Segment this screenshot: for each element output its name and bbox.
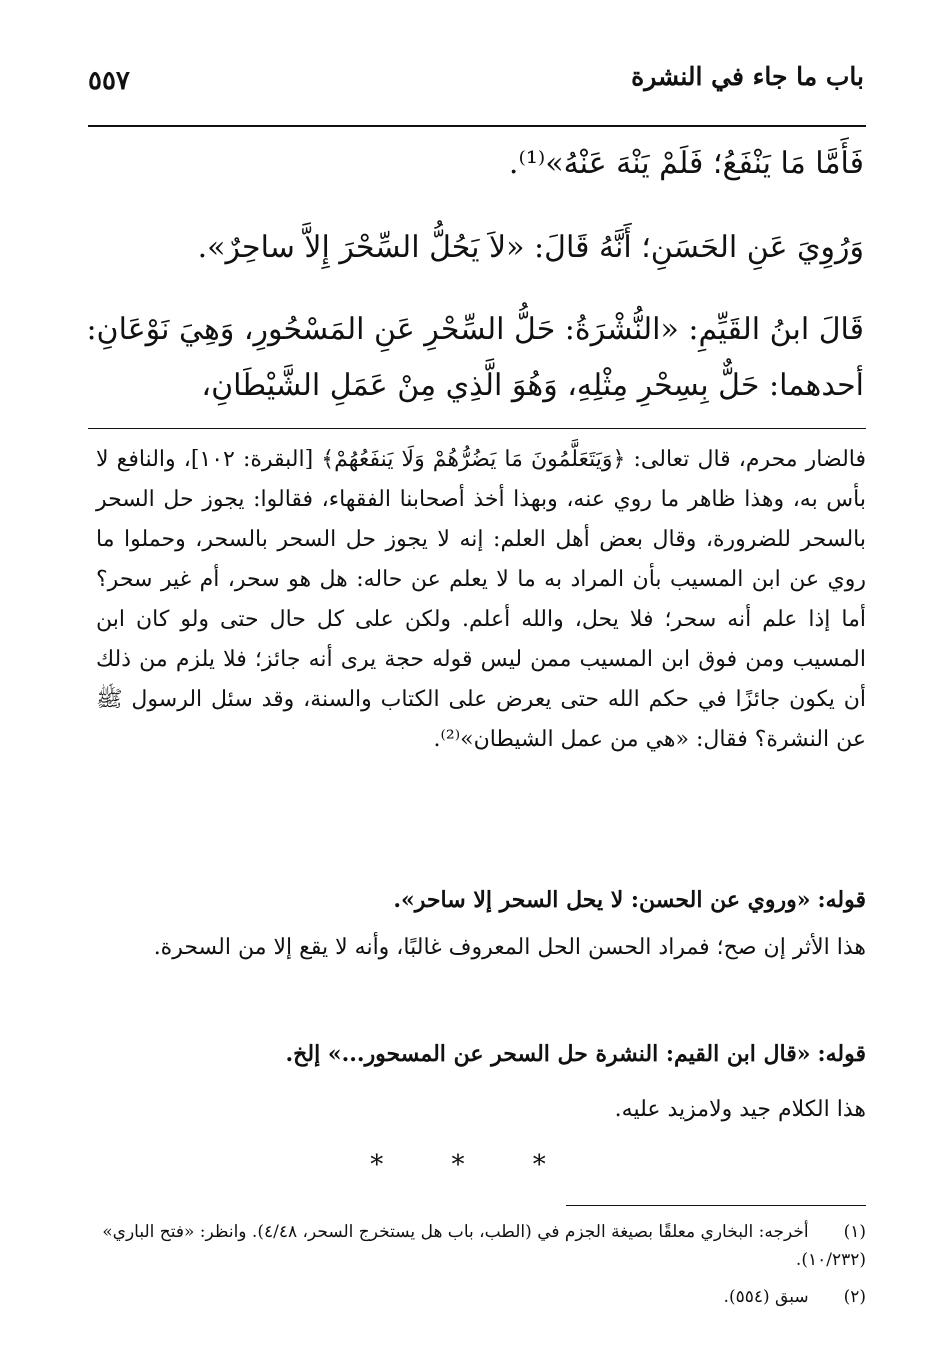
qawl-quote: «قال ابن القيم: النشرة حل السحر عن المسحور...» إلخ.	[285, 1041, 811, 1067]
qawl-label: قوله:	[817, 887, 866, 913]
matn-line-3: قَالَ ابنُ القَيِّمِ: «النُّشْرَةُ: حَلُّ السِّحْرِ عَنِ المَسْحُورِ، وَهِيَ نَوْعَانِ: أحدهما: حَلٌّ بِسِحْرِ مِثْلِهِ، وَهُوَ الَّذِي مِنْ عَمَلِ الشَّيْطَانِ،	[86, 312, 864, 403]
matn-line-1: فَأَمَّا مَا يَنْفَعُ؛ فَلَمْ يَنْهَ عَنْهُ»⁽¹⁾.	[508, 146, 864, 181]
footnote-text: سبق (٥٥٤).	[723, 1287, 809, 1307]
header-divider	[88, 125, 866, 127]
sharh-paragraph-2: هذا الأثر إن صح؛ فمراد الحسن الحل المعروف غالبًا، وأنه لا يقع إلا من السحرة.	[153, 935, 866, 960]
page-number: ٥٥٧	[88, 66, 130, 96]
matn-line-2: وَرُوِيَ عَنِ الحَسَنِ؛ أَنَّهُ قَالَ: «لاَ يَحُلُّ السِّحْرَ إِلاَّ ساحِرٌ».	[197, 230, 864, 265]
qawl-label: قوله:	[817, 1041, 866, 1067]
qawl-quote: «وروي عن الحسن: لا يحل السحر إلا ساحر».	[393, 887, 811, 913]
footnote-divider	[566, 1205, 866, 1206]
qawl-hasan	[96, 880, 866, 921]
matn-sharh-divider	[88, 428, 866, 429]
qawl-ibn-qayyim	[96, 1034, 866, 1075]
footnote-1	[96, 1218, 866, 1274]
footnote-number: (١)	[843, 1222, 866, 1242]
footnote-2	[96, 1283, 866, 1311]
footnote-number: (٢)	[843, 1287, 866, 1307]
chapter-title: باب ما جاء في النشرة	[631, 62, 864, 91]
sharh-paragraph-3: هذا الكلام جيد ولامزيد عليه.	[614, 1097, 866, 1122]
sharh-paragraph-1: فالضار محرم، قال تعالى: ﴿وَيَتَعَلَّمُونَ مَا يَضُرُّهُمْ وَلَا يَنفَعُهُمْ﴾ [البقرة: ١٠٢]، والنافع لا بأس به، وهذا ظاهر ما روي عنه، وبهذا أخذ أصحابنا الفقهاء، فقالوا: يجوز حل السحر بالسحر للضرورة، وقال بعض أهل العلم: إنه لا يجوز حل السحر بالسحر، وحملوا ما روي عن ابن المسيب بأن المراد به ما لا يعلم عن حاله: هل هو سحر، أم غير سحر؟ أما إذا علم أنه سحر؛ فلا يحل، والله أعلم. ولكن على كل حال حتى ولو كان ابن المسيب ومن فوق ابن المسيب ممن ليس قوله حجة يرى أنه جائز؛ فلا يلزم من ذلك أن يكون جائزًا في حكم الله حتى يعرض على الكتاب والسنة، وقد سئل الرسول ﷺ عن النشرة؟ فقال: «هي من عمل الشيطان»⁽²⁾.	[96, 447, 866, 752]
section-separator: * * *	[370, 1150, 576, 1180]
footnote-text: أخرجه: البخاري معلقًا بصيغة الجزم في (الطب، باب هل يستخرج السحر، ٤/٤٨). وانظر: «فتح الباري» (١٠/٢٣٢).	[102, 1222, 866, 1270]
